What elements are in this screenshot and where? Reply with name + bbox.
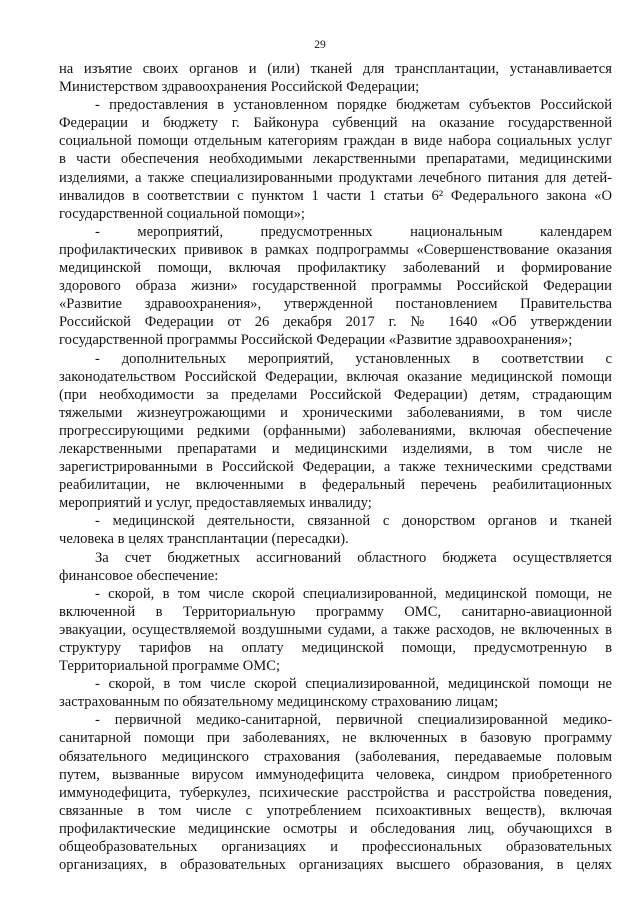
text-line: медицинской помощи, включая профилактику заболеваний и формирование xyxy=(59,260,612,277)
text-line: путем, вызванные вирусом иммунодефицита человека, синдром приобретенного xyxy=(59,766,612,783)
paragraph-start: - предоставления в установленном порядке бюджетам субъектов Российской xyxy=(95,97,612,114)
text-line: застрахованным по обязательному медицинскому страхованию лицам; xyxy=(59,694,499,711)
text-line: «Развитие здравоохранения», утвержденной постановлением Правительства xyxy=(59,296,612,313)
paragraph-start: - первичной медико-санитарной, первичной специализированной медико- xyxy=(95,712,612,729)
text-line: финансовое обеспечение: xyxy=(59,567,219,584)
text-line: Российской Федерации от 26 декабря 2017 г. № 1640 «Об утверждении xyxy=(59,314,612,331)
text-line: реабилитации, не включенными в федеральный перечень реабилитационных xyxy=(59,477,612,494)
paragraph-start: - медицинской деятельности, связанной с донорством органов и тканей xyxy=(95,513,612,530)
text-line: изделиями, а также специализированными продуктами лечебного питания для детей- xyxy=(59,169,612,186)
text-line: организациях, в образовательных организациях высшего образования, в целях xyxy=(59,857,612,874)
text-line: мероприятий и услуг, предоставляемых инвалиду; xyxy=(59,495,372,512)
paragraph-start: - скорой, в том числе скорой специализированной, медицинской помощи не xyxy=(95,676,612,693)
paragraph-start: - скорой, в том числе скорой специализированной, медицинской помощи, не xyxy=(95,585,612,602)
paragraph-start: За счет бюджетных ассигнований областного бюджета осуществляется xyxy=(95,549,612,566)
text-line: эвакуации, осуществляемой воздушными судами, а также расходов, не включенных в xyxy=(59,621,612,638)
paragraph-start: - мероприятий, предусмотренных национальным календарем xyxy=(95,223,612,240)
document-body xyxy=(59,60,612,874)
text-line: структуру тарифов на оплату медицинской помощи, предусмотренную в xyxy=(59,640,612,656)
text-line: профилактические медицинские осмотры и обследования лиц, обучающихся в xyxy=(59,820,612,837)
text-line: социальной помощи отдельным категориям граждан в виде набора социальных услуг xyxy=(59,133,612,150)
text-line: иммунодефицита, туберкулез, психические расстройства и расстройства поведения, xyxy=(59,784,612,801)
page-number: 29 xyxy=(314,39,326,51)
text-line: тяжелыми жизнеугрожающими и хроническими заболеваниями, в том числе xyxy=(59,404,612,421)
text-line: в части обеспечения необходимыми лекарственными препаратами, медицинскими xyxy=(59,151,612,168)
text-line: связанные в том числе с употреблением психоактивных веществ), включая xyxy=(59,802,612,819)
text-line: включенной в Территориальную программу ОМС, санитарно-авиационной xyxy=(59,603,612,620)
text-line: санитарной помощи при заболеваниях, не включенных в базовую программу xyxy=(59,730,612,747)
text-line: Министерством здравоохранения Российской Федерации; xyxy=(59,79,420,96)
text-line: (при необходимости за пределами Российской Федерации) детям, страдающим xyxy=(59,386,612,403)
text-line: Федерации и бюджету г. Байконура субвенций на оказание государственной xyxy=(59,115,612,132)
text-line: зарегистрированными в Российской Федерации, а также техническими средствами xyxy=(59,459,612,476)
text-line: человека в целях трансплантации (пересадки). xyxy=(59,531,349,548)
text-line: государственной социальной помощи»; xyxy=(59,205,305,222)
text-line: на изъятие своих органов и (или) тканей для трансплантации, устанавливается xyxy=(59,61,612,77)
text-line: инвалидов в соответствии с пунктом 1 части 1 статьи 6² Федерального закона «О xyxy=(59,187,612,204)
paragraph-start: - дополнительных мероприятий, установленных в соответствии с xyxy=(95,350,612,367)
text-line: здорового образа жизни» государственной программы Российской Федерации xyxy=(59,278,612,295)
text-line: лекарственными препаратами и медицинскими изделиями, в том числе не xyxy=(59,440,612,457)
text-line: законодательством Российской Федерации, включая оказание медицинской помощи xyxy=(59,368,612,385)
text-line: профилактических прививок в рамках подпрограммы «Совершенствование оказания xyxy=(59,241,612,258)
text-line: Территориальной программе ОМС; xyxy=(59,658,281,675)
text-line: прогрессирующими редкими (орфанными) заболеваниями, включая обеспечение xyxy=(59,422,612,439)
text-line: обязательного медицинского страхования (заболевания, передаваемые половым xyxy=(59,748,612,765)
text-line: общеобразовательных организациях и профессиональных образовательных xyxy=(59,839,612,856)
text-line: государственной программы Российской Федерации «Развитие здравоохранения»; xyxy=(59,332,573,349)
